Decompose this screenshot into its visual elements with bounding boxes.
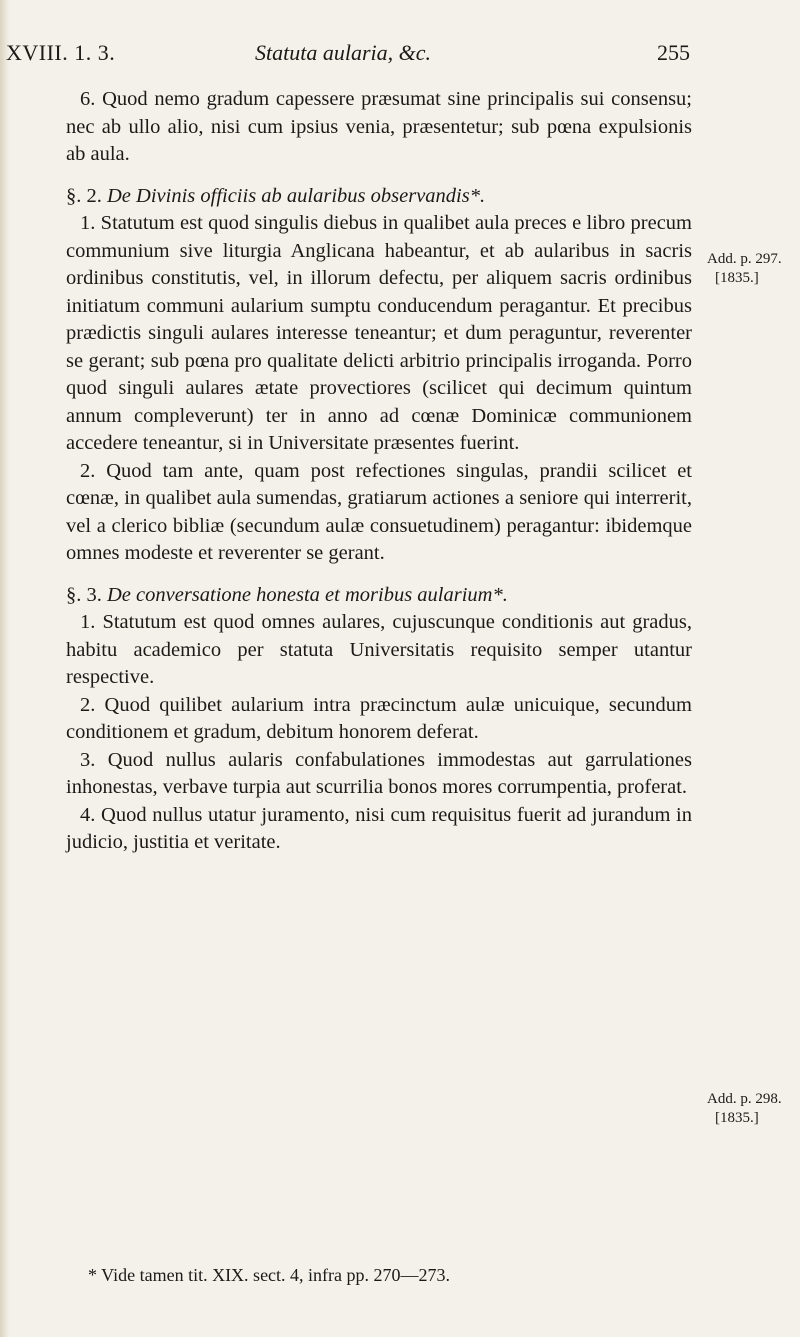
section-3-number: §. 3. xyxy=(66,583,102,606)
margin-note-1-reference: Add. p. 297. xyxy=(707,251,782,267)
margin-note-2-reference: Add. p. 298. xyxy=(707,1091,782,1107)
margin-note-2 xyxy=(707,1090,782,1128)
margin-note-2-year: [1835.] xyxy=(715,1110,759,1126)
section-3-paragraph-4: 4. Quod nullus utatur juramento, nisi cum requisitus fuerit ad jurandum in judicio, justitia et veritate. xyxy=(66,803,692,853)
running-head xyxy=(0,36,690,70)
spacer xyxy=(66,169,692,183)
page-edge xyxy=(0,0,10,1337)
section-2-paragraph-2: 2. Quod tam ante, quam post refectiones singulas, prandii scilicet et cœnæ, in qualibet aula sumendas, gratiarum actiones a seniore qui interrerit, vel a clerico bibliæ (secundum aulæ consuetudinem) peragantur: ibidemque omnes modeste et reverenter se gerant. xyxy=(66,459,692,564)
section-3-heading xyxy=(66,582,692,610)
section-3-paragraph-2: 2. Quod quilibet aularium intra præcinctum aulæ unicuique, secundum conditionem et gradum, debitum honorem deferat. xyxy=(66,693,692,743)
margin-note-1-year: [1835.] xyxy=(715,270,759,286)
body-text xyxy=(66,86,692,857)
running-title: Statuta aularia, &c. xyxy=(255,40,431,65)
section-2-paragraph-1: 1. Statutum est quod singulis diebus in qualibet aula preces e libro precum communium sive liturgia Anglicana habeantur, et ab aularibus in sacris ordinibus constitutis, vel, in illorum defectu, per aliquem sacris ordinibus initiatum communi aularium sumptu conducendum peragantur. Et precibus prædictis singuli aulares interesse teneantur; et dum peraguntur, reverenter se gerant; sub pœna pro qualitate delicti arbitrio principalis irroganda. Porro quod singuli aulares ætate provectiores (scilicet qui decimum quintum annum compleverunt) ter in anno ad cœnæ Dominicæ communionem accedere teneantur, si in Universitate præsentes fuerint. xyxy=(66,212,692,454)
section-3-title: De conversatione honesta et moribus aularium*. xyxy=(107,583,508,606)
section-3-paragraph-1: 1. Statutum est quod omnes aulares, cujuscunque conditionis aut gradus, habitu academico per statuta Universitatis requisito semper utantur respective. xyxy=(66,611,692,688)
section-2-number: §. 2. xyxy=(66,184,102,207)
page-number: 255 xyxy=(657,40,690,65)
chapter-reference: XVIII. 1. 3. xyxy=(6,40,116,65)
footnote: * Vide tamen tit. XIX. sect. 4, infra pp. 270—273. xyxy=(88,1265,451,1285)
section-2-heading xyxy=(66,183,692,211)
spacer xyxy=(66,568,692,582)
section-3-paragraph-3: 3. Quod nullus aularis confabulationes immodestas aut garrulationes inhonestas, verbave turpia aut scurrilia bonos mores corrumpentia, proferat. xyxy=(66,748,692,798)
section-2-title: De Divinis officiis ab aularibus observandis*. xyxy=(107,184,486,207)
paragraph-6: 6. Quod nemo gradum capessere præsumat sine principalis sui consensu; nec ab ullo alio, nisi cum ipsius venia, præsentetur; sub pœna expulsionis ab aula. xyxy=(66,88,692,165)
margin-note-1 xyxy=(707,250,782,288)
